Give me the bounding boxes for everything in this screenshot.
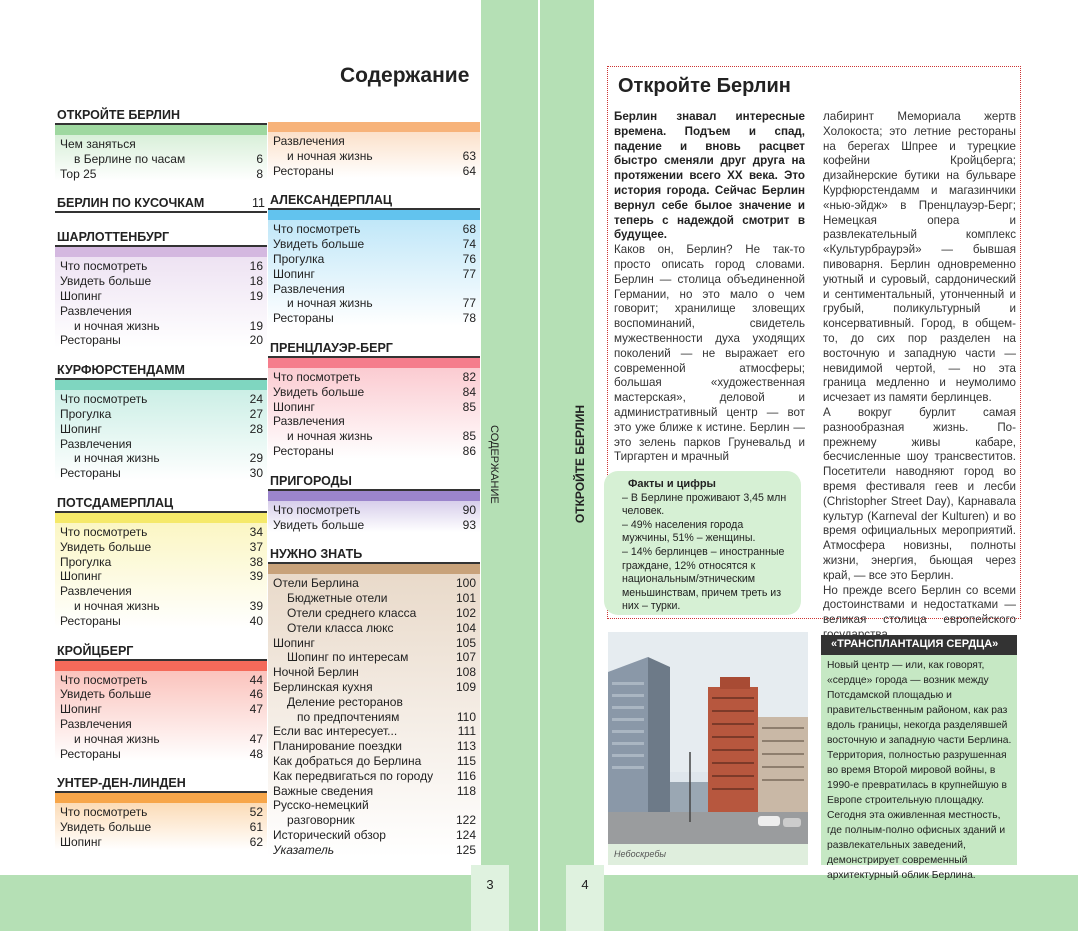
toc-entry[interactable]	[60, 451, 263, 466]
toc-entry-label: Прогулка	[60, 554, 112, 569]
toc-color-bar	[55, 661, 267, 671]
toc-entry[interactable]	[273, 385, 476, 400]
body-paragraph-3: А вокруг бурлит самая разнообразная жизнь. По-прежнему живы кабаре, бесчисленные шоу трансвеститов. Посетители наводняют город во время фестиваля геев и лесби (Christopher Street Day), Карнавала культур (Karneval der Kulturen) и во время официальных мероприятий. Атмосфера новизны, полноты жизни, энергия, бьющая через край, — все это Берлин.	[823, 405, 1016, 582]
toc-section-heading[interactable]: КУРФЮРСТЕНДАММ	[55, 362, 267, 380]
toc-entry[interactable]	[273, 444, 476, 459]
toc-entry-label: Что посмотреть	[60, 524, 148, 539]
toc-entry[interactable]	[60, 673, 263, 688]
toc-rows	[55, 257, 267, 348]
toc-section	[268, 340, 480, 473]
toc-entry-page: 100	[455, 576, 476, 591]
fact-2: – 49% населения города мужчины, 51% – женщины.	[622, 518, 756, 545]
toc-entry-label: Увидеть больше	[60, 687, 152, 702]
toc-entry-label: Шопинг	[60, 288, 102, 303]
spine-label-right: ОТКРОЙТЕ БЕРЛИН	[573, 405, 587, 524]
toc-entry-label: Увидеть больше	[273, 517, 365, 532]
toc-entry[interactable]	[60, 820, 263, 835]
toc-rows	[55, 135, 267, 181]
toc-entry-page: 111	[457, 724, 476, 739]
toc-entry[interactable]	[60, 167, 263, 182]
toc-entry-page: 19	[249, 288, 263, 303]
toc-entry[interactable]	[60, 614, 263, 629]
toc-entry[interactable]	[60, 555, 263, 570]
toc-color-bar	[55, 513, 267, 523]
toc-entry-page: 90	[462, 502, 476, 517]
toc-entry-page: 16	[249, 259, 263, 274]
toc-entry-page: 104	[455, 620, 476, 635]
fact-3: – 14% берлинцев – иностранные граждане, 12% относятся к национальным/этническим меньшинствам, причем треть из них – турки.	[622, 545, 785, 613]
toc-entry[interactable]	[60, 805, 263, 820]
toc-entry-page: 124	[455, 827, 476, 842]
toc-entry-label: Указатель	[273, 842, 335, 857]
toc-entry-label: Прогулка	[273, 251, 325, 266]
toc-entry-page: 47	[249, 731, 263, 746]
toc-section	[268, 546, 480, 871]
toc-entry[interactable]	[60, 702, 263, 717]
toc-section	[55, 195, 267, 229]
toc-entry-page: 20	[249, 333, 263, 348]
toc-rows	[55, 523, 267, 629]
toc-entry-page: 40	[249, 613, 263, 628]
toc-entry-label: Важные сведения	[273, 783, 374, 798]
toc-entry-label: Развлечения	[273, 134, 345, 148]
toc-entry[interactable]	[273, 784, 476, 799]
toc-entry[interactable]	[273, 665, 476, 680]
toc-entry[interactable]	[60, 732, 263, 747]
toc-entry-label: Ночной Берлин	[273, 665, 359, 680]
toc-entry-page: 48	[249, 746, 263, 761]
toc-entry-page: 39	[249, 598, 263, 613]
toc-entry[interactable]	[60, 717, 263, 732]
toc-color-bar	[55, 125, 267, 135]
toc-entry[interactable]	[60, 289, 263, 304]
toc-entry[interactable]	[273, 296, 476, 311]
toc-main-heading-label: БЕРЛИН ПО КУСОЧКАМ	[57, 196, 205, 211]
toc-entry-page: 38	[249, 554, 263, 569]
toc-entry[interactable]	[60, 259, 263, 274]
toc-entry-label: Рестораны	[273, 311, 334, 326]
toc-entry-page: 78	[462, 311, 476, 326]
toc-entry-label: и ночная жизнь	[287, 296, 373, 311]
toc-section-heading[interactable]: ПРЕНЦЛАУЭР-БЕРГ	[268, 340, 480, 358]
toc-entry-label: Деление ресторанов	[287, 694, 403, 709]
toc-entry[interactable]	[273, 311, 476, 326]
toc-entry-page: 61	[249, 820, 263, 835]
toc-entry[interactable]	[273, 282, 476, 297]
toc-entry-page: 102	[455, 605, 476, 620]
toc-entry-page: 6	[256, 151, 263, 166]
toc-color-bar	[268, 564, 480, 574]
toc-entry-page: 113	[456, 739, 476, 754]
toc-entry-page: 122	[455, 813, 476, 828]
body-paragraph-4: Но прежде всего Берлин со всеми достоинствами и недостатками — великая столица европейского	[823, 583, 1016, 627]
toc-rows	[55, 671, 267, 762]
toc-entry-page: 109	[455, 679, 476, 694]
toc-entry-label: Развлечения	[273, 281, 345, 296]
toc-entry-label: Что посмотреть	[60, 672, 148, 687]
toc-entry[interactable]	[273, 650, 476, 665]
toc-entry[interactable]	[273, 754, 476, 769]
sidebar-title: «ТРАНСПЛАНТАЦИЯ СЕРДЦА»	[821, 635, 1017, 655]
sidebar-text: Новый центр — или, как говорят, «сердце» города — возник между Потсдамской площадью и правительственным районом, как раз вдоль границы, некогда разделявшей восточную и западную части Берлина. Территория, полностью разрушенная во время Второй мировой войны, в 1990-е превратилась в крупнейшую в Европе строительную площадку. Сегодня эта оживленная местность, где полным-полно офисных зданий и развлекательных заведений, демонстрирует современный архитектурный облик Берлина.	[821, 655, 1017, 865]
toc-section	[268, 192, 480, 340]
spine-label-left: СОДЕРЖАНИЕ	[488, 425, 500, 504]
toc-entry-page: 37	[249, 539, 263, 554]
toc-entry-page: 19	[249, 318, 263, 333]
toc-section-heading[interactable]: ШАРЛОТТЕНБУРГ	[55, 229, 267, 247]
toc-entry-page: 62	[249, 834, 263, 849]
toc-entry[interactable]	[273, 591, 476, 606]
toc-entry[interactable]	[60, 319, 263, 334]
toc-color-bar	[55, 380, 267, 390]
toc-section-heading[interactable]: ОТКРОЙТЕ БЕРЛИН	[55, 107, 267, 125]
toc-entry[interactable]	[273, 237, 476, 252]
toc-entry-page: 18	[249, 274, 263, 289]
toc-entry-label: по предпочтениям	[297, 709, 400, 724]
toc-entry-label: Прогулка	[60, 406, 112, 421]
toc-entry-label: разговорник	[287, 813, 355, 828]
toc-entry-page: 39	[249, 569, 263, 584]
toc-section-heading[interactable]: ПОТСДАМЕРПЛАЦ	[55, 495, 267, 513]
toc-entry-page: 74	[462, 237, 476, 252]
photo-caption: Небоскребы	[608, 844, 808, 865]
toc-entry-label: Рестораны	[60, 746, 121, 761]
toc-entry-label: Что посмотреть	[60, 392, 148, 407]
body-paragraph-2: лабиринт Мемориала жертв Холокоста; это летние рестораны на берегах Шпрее и турецкие кофейни Кройцберга; дизайнерские бутики на бульваре Курфюрстендамм и магазинчики «нью-эйдж» в Пренцлауэр-Берг; Немецкая опера и развлекательный комплекс «Культурбраурэй» — бывшая пивоварня. Берлин одновременно уютный и суровый, сардонический и сентиментальный, утонченный и грубый, поликультурный и консервативный. Город, в общем-то, до сих пор разделен на восточную и западную части — невидимой чертой, — но эта граница медленно и неумолимо исчезает из памяти берлинцев.	[823, 110, 1016, 405]
toc-entry[interactable]	[60, 333, 263, 348]
spine-divider	[538, 0, 540, 931]
toc-main-heading-page: 11	[252, 196, 265, 211]
toc-entry-page: 27	[249, 406, 263, 421]
toc-entry-page: 64	[462, 163, 476, 178]
toc-title: Содержание	[340, 64, 470, 87]
toc-entry-page: 47	[249, 702, 263, 717]
toc-rows	[55, 390, 267, 481]
toc-entry[interactable]	[60, 747, 263, 762]
toc-entry-page: 28	[249, 421, 263, 436]
toc-entry[interactable]	[273, 576, 476, 591]
toc-entry-label: Планирование поездки	[273, 739, 403, 754]
toc-column-1	[55, 107, 267, 864]
toc-entry-page: 52	[249, 805, 263, 820]
toc-entry[interactable]	[273, 813, 476, 828]
toc-rows	[268, 368, 480, 459]
toc-entry-label: Шопинг	[273, 266, 315, 281]
toc-section	[55, 775, 267, 863]
toc-entry-label: и ночная жизнь	[287, 429, 373, 444]
toc-entry[interactable]	[60, 466, 263, 481]
toc-entry-label: Рестораны	[273, 443, 334, 458]
toc-entry-label: Шопинг по интересам	[287, 650, 409, 665]
toc-entry-page: 8	[256, 166, 263, 181]
toc-entry-label: Что посмотреть	[60, 259, 148, 274]
toc-entry-label: Увидеть больше	[60, 539, 152, 554]
toc-entry[interactable]	[273, 149, 476, 164]
toc-entry-label: Отели Берлина	[273, 576, 359, 591]
toc-color-bar	[268, 491, 480, 501]
toc-entry-label: Развлечения	[273, 414, 345, 429]
toc-entry-label: Отели класса люкс	[287, 620, 394, 635]
toc-entry-page: 30	[249, 466, 263, 481]
toc-entry-label: Что посмотреть	[60, 805, 148, 820]
toc-entry-page: 77	[462, 296, 476, 311]
toc-entry-page: 86	[462, 443, 476, 458]
toc-entry-page: 44	[249, 672, 263, 687]
toc-entry[interactable]	[273, 680, 476, 695]
toc-section	[268, 122, 480, 192]
toc-entry-label: Чем заняться	[60, 137, 136, 151]
toc-entry[interactable]	[273, 828, 476, 843]
toc-entry[interactable]	[60, 152, 263, 167]
toc-column-2	[268, 122, 480, 871]
toc-section	[55, 229, 267, 362]
toc-entry[interactable]	[60, 599, 263, 614]
toc-entry-label: Развлечения	[60, 303, 132, 318]
toc-color-bar	[268, 210, 480, 220]
toc-entry[interactable]	[273, 843, 476, 858]
facts-title: Факты и цифры	[628, 478, 716, 490]
toc-entry[interactable]	[60, 392, 263, 407]
toc-entry-label: Как добраться до Берлина	[273, 753, 422, 768]
toc-entry-label: Увидеть больше	[60, 820, 152, 835]
toc-entry[interactable]	[60, 437, 263, 452]
toc-entry-label: и ночная жизнь	[74, 598, 160, 613]
toc-entry-label: Шопинг	[273, 399, 315, 414]
toc-entry[interactable]	[60, 137, 263, 152]
page-number-left: 3	[471, 865, 509, 931]
toc-section	[55, 107, 267, 195]
toc-entry[interactable]	[60, 525, 263, 540]
toc-entry-label: Развлечения	[60, 584, 132, 599]
toc-entry[interactable]	[60, 835, 263, 850]
toc-entry[interactable]	[273, 621, 476, 636]
toc-entry-page: 116	[456, 768, 476, 783]
toc-color-bar	[268, 358, 480, 368]
toc-entry-page: 84	[462, 384, 476, 399]
toc-entry[interactable]	[273, 503, 476, 518]
toc-entry[interactable]	[273, 252, 476, 267]
toc-entry-page: 46	[249, 687, 263, 702]
toc-entry-label: Увидеть больше	[273, 384, 365, 399]
toc-entry-page: 24	[249, 392, 263, 407]
toc-entry-label: Русско-немецкий	[273, 798, 369, 813]
toc-entry-label: Рестораны	[273, 163, 334, 178]
toc-entry-label: Шопинг	[60, 702, 102, 717]
toc-entry-label: Тор 25	[60, 166, 97, 181]
toc-entry-page: 77	[462, 266, 476, 281]
toc-entry[interactable]	[273, 370, 476, 385]
toc-entry-label: и ночная жизнь	[287, 148, 373, 163]
toc-entry-page: 110	[456, 709, 476, 724]
toc-entry[interactable]	[60, 540, 263, 555]
toc-entry-label: Бюджетные отели	[287, 591, 388, 606]
toc-entry[interactable]	[60, 304, 263, 319]
toc-entry[interactable]	[273, 710, 476, 725]
toc-entry[interactable]	[273, 606, 476, 621]
toc-entry-label: и ночная жизнь	[74, 451, 160, 466]
toc-entry[interactable]	[273, 429, 476, 444]
text-column-1	[614, 110, 805, 465]
toc-rows	[268, 574, 480, 857]
toc-entry-label: Рестораны	[60, 613, 121, 628]
toc-entry-label: Что посмотреть	[273, 369, 361, 384]
toc-entry-label: Увидеть больше	[60, 274, 152, 289]
toc-entry-page: 85	[462, 399, 476, 414]
toc-entry-label: Что посмотреть	[273, 502, 361, 517]
toc-entry-label: Берлинская кухня	[273, 679, 373, 694]
toc-entry-label: Отели среднего класса	[287, 605, 417, 620]
toc-entry-label: Развлечения	[60, 436, 132, 451]
toc-entry-page: 82	[462, 369, 476, 384]
toc-entry-label: Рестораны	[60, 333, 121, 348]
toc-entry-label: Если вас интересует...	[273, 724, 398, 739]
toc-entry[interactable]	[273, 798, 476, 813]
toc-section-heading[interactable]: КРОЙЦБЕРГ	[55, 643, 267, 661]
toc-entry-page: 76	[462, 251, 476, 266]
toc-section-heading[interactable]: УНТЕР-ДЕН-ЛИНДЕН	[55, 775, 267, 793]
toc-entry-page: 125	[455, 842, 476, 857]
toc-entry[interactable]	[273, 636, 476, 651]
toc-entry-label: Что посмотреть	[273, 222, 361, 237]
toc-main-heading[interactable]	[55, 195, 267, 213]
toc-section	[55, 362, 267, 495]
fact-1: – В Берлине проживают 3,45 млн человек.	[622, 491, 787, 518]
toc-entry[interactable]	[273, 695, 476, 710]
toc-section	[55, 495, 267, 643]
toc-entry-label: Развлечения	[60, 716, 132, 731]
toc-section-heading[interactable]: ПРИГОРОДЫ	[268, 473, 480, 491]
toc-entry[interactable]	[273, 134, 476, 149]
toc-entry[interactable]	[60, 569, 263, 584]
toc-entry-label: Рестораны	[60, 466, 121, 481]
toc-entry-label: Шопинг	[60, 834, 102, 849]
toc-entry-label: Шопинг	[60, 569, 102, 584]
toc-entry[interactable]	[60, 407, 263, 422]
toc-entry-page: 63	[462, 148, 476, 163]
toc-section-heading[interactable]: АЛЕКСАНДЕРПЛАЦ	[268, 192, 480, 210]
toc-entry-page: 105	[455, 635, 476, 650]
intro-title: Откройте Берлин	[618, 75, 791, 97]
toc-entry-label: и ночная жизнь	[74, 318, 160, 333]
toc-rows	[55, 803, 267, 849]
body-paragraph-1: Каков он, Берлин? Не так-то просто описать город словами. Берлин — столица объединенной Германии, но это мало о чем говорит; хранилище зловещих воспоминаний, свидетель мужественности духа уходящих поколений — не выражает его современной атмосферы; большая «художественная мастерская», деловой и административный центр — вот это уже ближе к истине. Берлин — это зелень парков Груневальд и Тиргартен и мрачный	[614, 243, 805, 464]
toc-entry[interactable]	[60, 274, 263, 289]
toc-entry-page: 29	[249, 451, 263, 466]
toc-entry-label: Исторический обзор	[273, 827, 386, 842]
toc-entry-label: и ночная жизнь	[74, 731, 160, 746]
toc-entry[interactable]	[60, 687, 263, 702]
toc-entry[interactable]	[273, 400, 476, 415]
lead-paragraph: Берлин знавал интересные времена. Подъем и спад, падение и вновь расцвет быстро сменяли друг друга на протяжении всего XX века. Это история города. Сейчас Берлин вернул себе былое значение и теперь с надеждой смотрит в будущее.	[614, 110, 805, 242]
toc-entry-page: 93	[462, 517, 476, 532]
toc-entry-label: Как передвигаться по городу	[273, 768, 434, 783]
toc-rows	[268, 501, 480, 533]
skyscrapers-photo	[608, 632, 808, 844]
toc-section	[268, 473, 480, 547]
text-column-2	[823, 110, 1016, 643]
toc-entry-page: 118	[456, 783, 476, 798]
toc-entry-page: 108	[455, 665, 476, 680]
toc-entry[interactable]	[273, 414, 476, 429]
toc-entry-page: 115	[456, 753, 476, 768]
toc-entry[interactable]	[60, 422, 263, 437]
toc-entry-page: 85	[462, 429, 476, 444]
toc-entry-page: 34	[249, 524, 263, 539]
toc-section	[55, 643, 267, 776]
toc-section-heading[interactable]: НУЖНО ЗНАТЬ	[268, 546, 480, 564]
toc-entry-page: 107	[455, 650, 476, 665]
toc-entry[interactable]	[273, 724, 476, 739]
toc-entry-label: Шопинг	[273, 635, 315, 650]
toc-entry[interactable]	[273, 222, 476, 237]
toc-color-bar	[268, 122, 480, 132]
facts-box	[604, 471, 801, 615]
toc-color-bar	[55, 247, 267, 257]
toc-entry[interactable]	[273, 164, 476, 179]
toc-entry[interactable]	[273, 518, 476, 533]
toc-entry[interactable]	[273, 769, 476, 784]
toc-entry-page: 101	[455, 591, 476, 606]
toc-entry-page: 68	[462, 222, 476, 237]
toc-entry[interactable]	[60, 584, 263, 599]
toc-entry-label: в Берлине по часам	[74, 151, 186, 166]
toc-entry[interactable]	[273, 739, 476, 754]
toc-entry[interactable]	[273, 267, 476, 282]
toc-rows	[268, 132, 480, 178]
toc-entry-label: Шопинг	[60, 421, 102, 436]
toc-entry-label: Увидеть больше	[273, 237, 365, 252]
toc-color-bar	[55, 793, 267, 803]
page-number-right: 4	[566, 865, 604, 931]
toc-rows	[268, 220, 480, 326]
